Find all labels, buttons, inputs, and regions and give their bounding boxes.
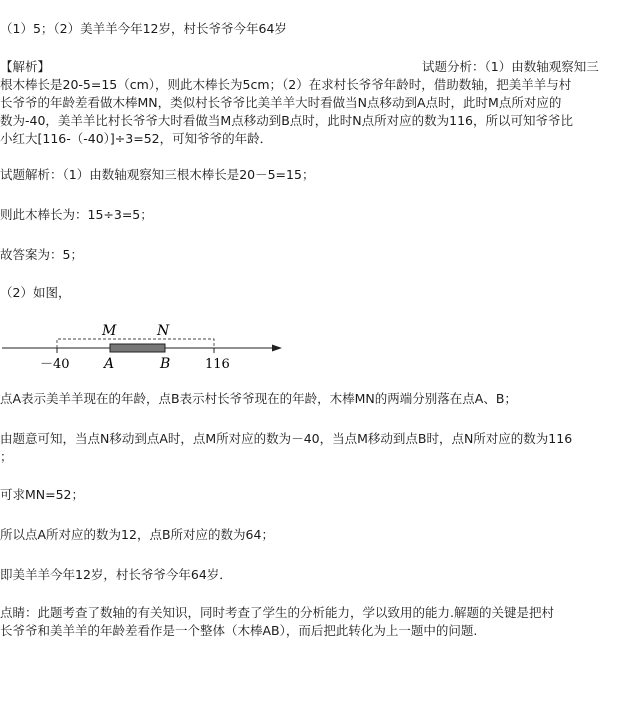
label-m: M: [102, 323, 117, 339]
after-line-2b: ；: [0, 449, 13, 464]
label-a: A: [104, 356, 115, 372]
analysis-line-4: 小红大[116-（-40）]÷3=52，可知爷爷的年龄．: [0, 131, 273, 146]
analysis-line-3: 数为-40，美羊羊比村长爷爷大时看做当M点移动到B点时，此时N点所对应的数为116，所以可知爷爷比: [0, 113, 573, 128]
after-line-1: 点A表示美羊羊现在的年龄，点B表示村长爷爷现在的年龄，木棒MN的两端分别落在点A、B；: [0, 391, 517, 406]
after-line-2a: 由题意可知，当点N移动到点A时，点M所对应的数为－40，当点M移动到点B时，点N所对应的数为116: [0, 431, 573, 446]
answer-line: （1）5；（2）美羊羊今年12岁，村长爷爷今年64岁: [0, 21, 287, 36]
tick-label-116: 116: [205, 357, 230, 372]
solution-line-3: 故答案为：5；: [0, 247, 83, 262]
axis-arrow: [272, 345, 282, 352]
tick-label-minus40: －40: [40, 357, 70, 372]
rod-mn: [110, 344, 165, 352]
after-line-5: 即美羊羊今年12岁，村长爷爷今年64岁．: [0, 567, 232, 582]
after-line-6b: 长爷爷和美羊羊的年龄差看作是一个整体（木棒AB），而后把此转化为上一题中的问题.: [0, 623, 478, 638]
analysis-line-1: 根木棒长是20-5=15（cm），则此木棒长为5cm；（2）在求村长爷爷年龄时，借助数轴，把美羊羊与村: [0, 77, 572, 92]
label-n: N: [157, 323, 170, 339]
analysis-intro: 试题分析：（1）由数轴观察知三: [422, 59, 599, 74]
after-line-3: 可求MN=52；: [0, 487, 85, 502]
after-line-4: 所以点A所对应的数为12，点B所对应的数为64；: [0, 527, 274, 542]
analysis-line-2: 长爷爷的年龄差看做木棒MN，类似村长爷爷比美羊羊大时看做当N点移动到A点时，此时M点所对应的: [0, 95, 562, 110]
label-b: B: [160, 356, 171, 372]
solution-line-4: （2）如图，: [0, 285, 71, 300]
solution-line-2: 则此木棒长为：15÷3=5；: [0, 207, 153, 222]
solution-line-1: 试题解析：（1）由数轴观察知三根木棒长是20－5=15；: [0, 167, 315, 182]
number-line-figure: [0, 320, 290, 376]
after-line-6a: 点睛：此题考查了数轴的有关知识，同时考查了学生的分析能力，学以致用的能力.解题的关键是把村: [0, 605, 554, 620]
analysis-heading: 【解析】: [0, 59, 51, 74]
